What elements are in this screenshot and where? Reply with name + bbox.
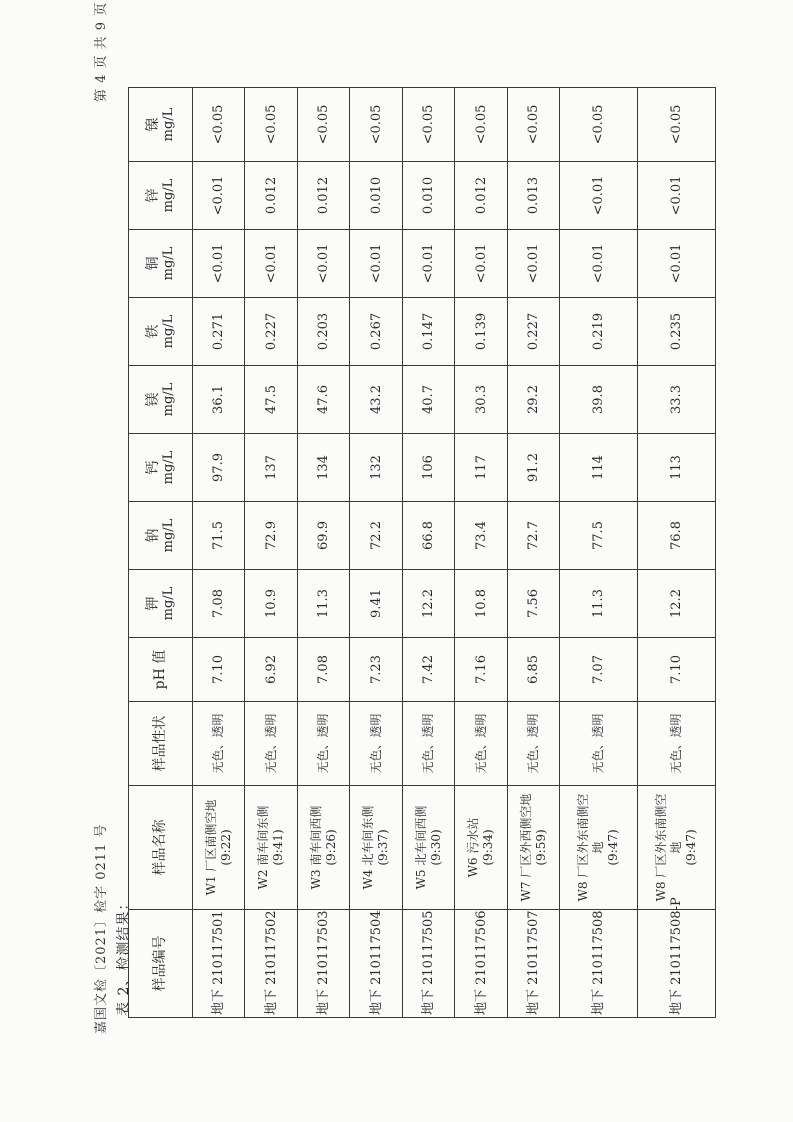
- magnesium-cell: 40.7: [402, 366, 454, 434]
- zinc-cell: 0.012: [245, 162, 297, 230]
- sample-name-cell: [507, 786, 559, 910]
- calcium-cell: 91.2: [507, 434, 559, 502]
- column-header: [129, 910, 193, 1018]
- sample-name-text: W8 厂区外东南侧空地: [654, 793, 684, 902]
- copper-cell: <0.01: [245, 230, 297, 298]
- sample-name-cell: [638, 786, 716, 910]
- ph-cell: 6.92: [245, 638, 297, 702]
- potassium-cell: 9.41: [350, 570, 402, 638]
- sodium-cell: 69.9: [297, 502, 349, 570]
- sample-name-cell: [245, 786, 297, 910]
- ph-cell: 7.42: [402, 638, 454, 702]
- iron-cell: 0.271: [193, 298, 245, 366]
- sample-name-text: W6 污水站: [466, 817, 481, 878]
- sample-time: (9:47): [606, 829, 621, 866]
- zinc-cell: 0.012: [455, 162, 507, 230]
- zinc-cell: 0.013: [507, 162, 559, 230]
- sample-name-cell: [402, 786, 454, 910]
- nickel-cell: <0.05: [402, 88, 454, 162]
- nickel-cell: <0.05: [507, 88, 559, 162]
- column-header-name: 样品性状: [152, 715, 168, 772]
- sample-name-cell: [297, 786, 349, 910]
- column-header-name: 样品名称: [152, 819, 168, 876]
- sodium-cell: 77.5: [560, 502, 638, 570]
- column-header: [129, 638, 193, 702]
- column-header-unit: mg/L: [160, 107, 176, 142]
- calcium-cell: 114: [560, 434, 638, 502]
- column-header: [129, 298, 193, 366]
- column-header: [129, 570, 193, 638]
- table-row: [455, 88, 507, 1018]
- column-header-name: 样品编号: [152, 935, 168, 992]
- nickel-cell: <0.05: [638, 88, 716, 162]
- sodium-cell: 76.8: [638, 502, 716, 570]
- nickel-cell: <0.05: [193, 88, 245, 162]
- sodium-cell: 72.9: [245, 502, 297, 570]
- ph-cell: 7.10: [638, 638, 716, 702]
- column-header-unit: mg/L: [160, 246, 176, 281]
- nickel-cell: <0.05: [560, 88, 638, 162]
- sample-id-cell: 地下 210117505: [402, 910, 454, 1018]
- sample-time: (9:26): [323, 829, 338, 866]
- sample-state-cell: 无色、透明: [402, 702, 454, 786]
- sample-time: (9:34): [481, 829, 496, 866]
- potassium-cell: 12.2: [638, 570, 716, 638]
- column-header-unit: mg/L: [160, 586, 176, 621]
- column-header-name: 镁: [144, 392, 161, 407]
- iron-cell: 0.139: [455, 298, 507, 366]
- magnesium-cell: 33.3: [638, 366, 716, 434]
- table-row: [560, 88, 638, 1018]
- ph-cell: 7.23: [350, 638, 402, 702]
- column-header-name: 镍: [144, 117, 161, 132]
- copper-cell: <0.01: [507, 230, 559, 298]
- table-row: [193, 88, 245, 1018]
- zinc-cell: <0.01: [560, 162, 638, 230]
- column-header-unit: mg/L: [160, 178, 176, 213]
- sample-id-cell: 地下 210117508-P: [638, 910, 716, 1018]
- ph-cell: 7.07: [560, 638, 638, 702]
- column-header: [129, 366, 193, 434]
- iron-cell: 0.227: [507, 298, 559, 366]
- column-header-name: 钾: [144, 596, 161, 611]
- ph-cell: 7.16: [455, 638, 507, 702]
- sample-name-text: W7 厂区外西侧空地: [518, 793, 533, 902]
- nickel-cell: <0.05: [455, 88, 507, 162]
- column-header: [129, 434, 193, 502]
- sample-name-text: W3 南车间西侧: [308, 805, 323, 890]
- sample-name-text: W5 北车间西侧: [413, 805, 428, 890]
- sample-time: (9:59): [533, 829, 548, 866]
- iron-cell: 0.267: [350, 298, 402, 366]
- sample-name-cell: [350, 786, 402, 910]
- table-row: [297, 88, 349, 1018]
- column-header: [129, 702, 193, 786]
- nickel-cell: <0.05: [350, 88, 402, 162]
- sample-time: (9:37): [376, 829, 391, 866]
- sample-id-cell: 地下 210117504: [350, 910, 402, 1018]
- ph-cell: 6.85: [507, 638, 559, 702]
- page-number: 第 4 页 共 9 页: [94, 1, 109, 102]
- table-row: [245, 88, 297, 1018]
- sample-time: (9:47): [684, 829, 699, 866]
- calcium-cell: 117: [455, 434, 507, 502]
- sodium-cell: 72.2: [350, 502, 402, 570]
- sample-state-cell: 无色、透明: [638, 702, 716, 786]
- potassium-cell: 10.9: [245, 570, 297, 638]
- magnesium-cell: 43.2: [350, 366, 402, 434]
- magnesium-cell: 47.6: [297, 366, 349, 434]
- sample-state-cell: 无色、透明: [560, 702, 638, 786]
- calcium-cell: 97.9: [193, 434, 245, 502]
- magnesium-cell: 39.8: [560, 366, 638, 434]
- table-row: [638, 88, 716, 1018]
- potassium-cell: 7.56: [507, 570, 559, 638]
- copper-cell: <0.01: [560, 230, 638, 298]
- document-reference: 嘉国文检〔2021〕检字 0211 号: [94, 823, 109, 1034]
- sample-id-cell: 地下 210117501: [193, 910, 245, 1018]
- iron-cell: 0.227: [245, 298, 297, 366]
- magnesium-cell: 29.2: [507, 366, 559, 434]
- iron-cell: 0.219: [560, 298, 638, 366]
- calcium-cell: 106: [402, 434, 454, 502]
- sample-name-text: W8 厂区外东南侧空地: [576, 793, 606, 902]
- table-row: [402, 88, 454, 1018]
- column-header: [129, 162, 193, 230]
- column-header: [129, 88, 193, 162]
- sample-name-text: W1 厂区南侧空地: [203, 799, 218, 896]
- calcium-cell: 134: [297, 434, 349, 502]
- sodium-cell: 72.7: [507, 502, 559, 570]
- sodium-cell: 71.5: [193, 502, 245, 570]
- column-header-name: pH 值: [152, 649, 168, 690]
- table-row: [507, 88, 559, 1018]
- results-table: [128, 87, 716, 1018]
- table-body: [193, 88, 716, 1018]
- sample-state-cell: 无色、透明: [245, 702, 297, 786]
- copper-cell: <0.01: [402, 230, 454, 298]
- zinc-cell: 0.010: [350, 162, 402, 230]
- copper-cell: <0.01: [297, 230, 349, 298]
- magnesium-cell: 36.1: [193, 366, 245, 434]
- potassium-cell: 7.08: [193, 570, 245, 638]
- iron-cell: 0.147: [402, 298, 454, 366]
- sample-state-cell: 无色、透明: [193, 702, 245, 786]
- sample-id-cell: 地下 210117503: [297, 910, 349, 1018]
- table-caption: 表 2、检测结果：: [116, 895, 132, 1016]
- magnesium-cell: 47.5: [245, 366, 297, 434]
- sample-id-cell: 地下 210117502: [245, 910, 297, 1018]
- column-header-unit: mg/L: [160, 382, 176, 417]
- sample-time: (9:22): [218, 829, 233, 866]
- column-header-name: 钠: [144, 528, 161, 543]
- zinc-cell: 0.010: [402, 162, 454, 230]
- column-header: [129, 786, 193, 910]
- copper-cell: <0.01: [350, 230, 402, 298]
- sodium-cell: 73.4: [455, 502, 507, 570]
- sample-id-cell: 地下 210117506: [455, 910, 507, 1018]
- potassium-cell: 11.3: [560, 570, 638, 638]
- potassium-cell: 10.8: [455, 570, 507, 638]
- iron-cell: 0.235: [638, 298, 716, 366]
- ph-cell: 7.08: [297, 638, 349, 702]
- nickel-cell: <0.05: [245, 88, 297, 162]
- potassium-cell: 12.2: [402, 570, 454, 638]
- sample-state-cell: 无色、透明: [297, 702, 349, 786]
- column-header-name: 钙: [144, 460, 161, 475]
- calcium-cell: 113: [638, 434, 716, 502]
- sample-name-cell: [193, 786, 245, 910]
- iron-cell: 0.203: [297, 298, 349, 366]
- zinc-cell: <0.01: [638, 162, 716, 230]
- column-header: [129, 502, 193, 570]
- sample-time: (9:30): [428, 829, 443, 866]
- magnesium-cell: 30.3: [455, 366, 507, 434]
- calcium-cell: 132: [350, 434, 402, 502]
- nickel-cell: <0.05: [297, 88, 349, 162]
- sample-state-cell: 无色、透明: [455, 702, 507, 786]
- zinc-cell: 0.012: [297, 162, 349, 230]
- column-header-unit: mg/L: [160, 450, 176, 485]
- copper-cell: <0.01: [193, 230, 245, 298]
- column-header-unit: mg/L: [160, 314, 176, 349]
- sample-name-cell: [560, 786, 638, 910]
- column-header-name: 铜: [144, 256, 161, 271]
- sample-name-text: W4 北车间东侧: [361, 805, 376, 890]
- sample-state-cell: 无色、透明: [507, 702, 559, 786]
- calcium-cell: 137: [245, 434, 297, 502]
- copper-cell: <0.01: [638, 230, 716, 298]
- sample-id-cell: 地下 210117507: [507, 910, 559, 1018]
- sample-name-text: W2 南车间东侧: [256, 805, 271, 890]
- table-row: [350, 88, 402, 1018]
- column-header-name: 锌: [144, 188, 161, 203]
- column-header-unit: mg/L: [160, 518, 176, 553]
- sample-id-cell: 地下 210117508: [560, 910, 638, 1018]
- sodium-cell: 66.8: [402, 502, 454, 570]
- sample-state-cell: 无色、透明: [350, 702, 402, 786]
- copper-cell: <0.01: [455, 230, 507, 298]
- sample-name-cell: [455, 786, 507, 910]
- sample-time: (9:41): [271, 829, 286, 866]
- ph-cell: 7.10: [193, 638, 245, 702]
- column-header-name: 铁: [144, 324, 161, 339]
- potassium-cell: 11.3: [297, 570, 349, 638]
- column-header: [129, 230, 193, 298]
- table-header-row: [129, 88, 193, 1018]
- zinc-cell: <0.01: [193, 162, 245, 230]
